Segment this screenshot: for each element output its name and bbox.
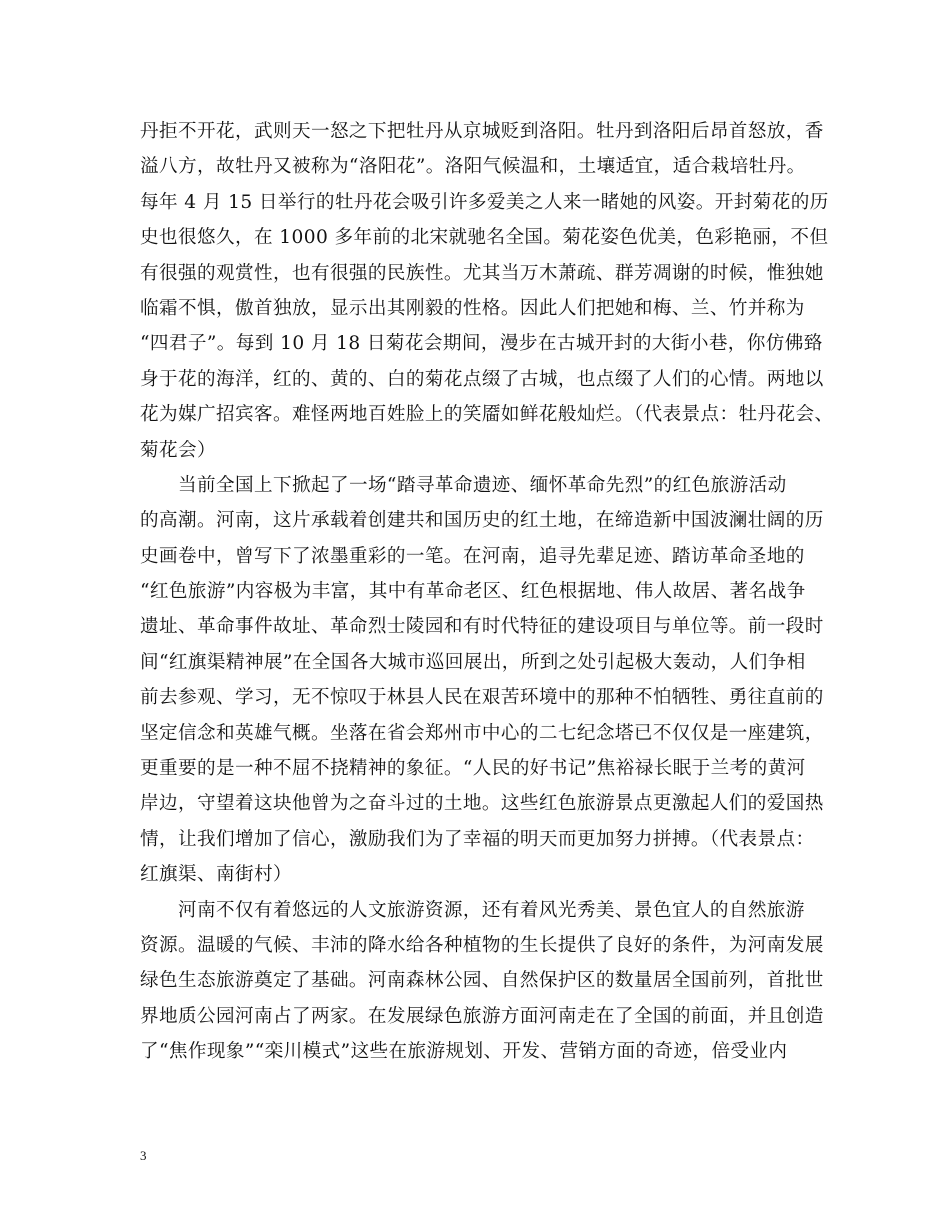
text-line: “红色旅游”内容极为丰富，其中有革命老区、红色根据地、伟人故居、著名战争 [140,581,806,603]
text-line: 界地质公园河南占了两家。在发展绿色旅游方面河南走在了全国的前面，并且创造 [140,1005,824,1027]
text-line: 岸边，守望着这块他曾为之奋斗过的土地。这些红色旅游景点更激起人们的爱国热 [140,793,824,815]
text-line: 绿色生态旅游奠定了基础。河南森林公园、自然保护区的数量居全国前列，首批世 [140,970,824,992]
text-line: 丹拒不开花，武则天一怒之下把牡丹从京城贬到洛阳。牡丹到洛阳后昂首怒放，香 [140,121,824,142]
text-line: 情，让我们增加了信心，激励我们为了幸福的明天而更加努力拼搏。（代表景点： [140,828,815,850]
text-line: 前去参观、学习，无不惊叹于林县人民在艰苦环境中的那种不怕牺牲、勇往直前的 [140,687,824,709]
text-line: 花为媒广招宾客。难怪两地百姓脸上的笑靥如鲜花般灿烂。（代表景点：牡丹花会、 [140,404,834,426]
text-line: 遗址、革命事件故址、革命烈士陵园和有时代特征的建设项目与单位等。前一段时 [140,616,824,638]
text-line: 有很强的观赏性，也有很强的民族性。尤其当万木萧疏、群芳凋谢的时候，惟独她 [140,262,824,284]
text-line: 菊花会） [140,439,216,461]
text-line: 每年 4 月 15 日举行的牡丹花会吸引许多爱美之人来一睹她的风姿。开封菊花的历 [140,191,829,213]
text-line: 史画卷中，曾写下了浓墨重彩的一笔。在河南，追寻先辈足迹、踏访革命圣地的 [140,545,805,567]
text-line: 红旗渠、南街村） [140,864,292,886]
text-line: 了“焦作现象”“栾川模式”这些在旅游规划、开发、营销方面的奇迹，倍受业内 [140,1041,788,1063]
paragraph-first-line: 当前全国上下掀起了一场“踏寻革命遗迹、缅怀革命先烈”的红色旅游活动 [178,474,787,496]
text-line: 临霜不惧，傲首独放，显示出其刚毅的性格。因此人们把她和梅、兰、竹并称为 [140,297,805,319]
text-line: 史也很悠久，在 1000 多年前的北宋就驰名全国。菊花姿色优美，色彩艳丽，不但 [140,227,829,249]
body-text [140,114,834,1070]
text-line: 的高潮。河南，这片承载着创建共和国历史的红土地，在缔造新中国波澜壮阔的历 [140,510,824,532]
page-number: 3 [140,1148,147,1163]
text-line: 身于花的海洋，红的、黄的、白的菊花点缀了古城，也点缀了人们的心情。两地以 [140,368,824,390]
text-line: “四君子”。每到 10 月 18 日菊花会期间，漫步在古城开封的大街小巷，你仿佛臵 [140,333,823,355]
text-line: 溢八方，故牡丹又被称为“洛阳花”。洛阳气候温和，土壤适宜，适合栽培牡丹。 [140,156,806,178]
paragraph-first-line: 河南不仅有着悠远的人文旅游资源，还有着风光秀美、景色宜人的自然旅游 [178,899,805,921]
text-line: 更重要的是一种不屈不挠精神的象征。“人民的好书记”焦裕禄长眠于兰考的黄河 [140,758,806,780]
text-line: 间“红旗渠精神展”在全国各大城市巡回展出，所到之处引起极大轰动，人们争相 [140,651,806,673]
text-line: 坚定信念和英雄气概。坐落在省会郑州市中心的二七纪念塔已不仅仅是一座建筑， [140,722,824,744]
text-line: 资源。温暖的气候、丰沛的降水给各种植物的生长提供了良好的条件，为河南发展 [140,934,824,956]
